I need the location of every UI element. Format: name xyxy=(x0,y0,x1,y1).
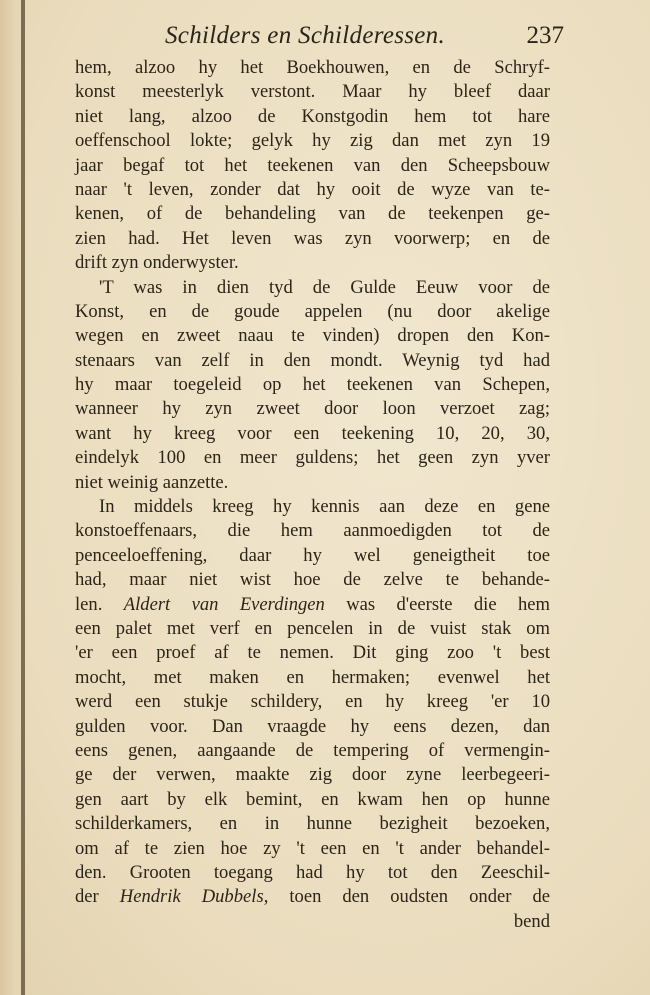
italic-name: Aldert van Everdingen xyxy=(123,593,325,615)
text-segment: den. Grooten toegang had hy tot den Zeeschil- xyxy=(75,861,550,883)
text-segment: oeffenschool lokte; gelyk hy zig dan met zyn 19 xyxy=(75,130,550,152)
text-segment: want hy kreeg voor een teekening 10, 20, 30, xyxy=(75,422,550,444)
text-segment: kenen, of de behandeling van de teekenpen ge- xyxy=(75,203,550,225)
text-line xyxy=(75,763,550,787)
text-line xyxy=(75,154,550,178)
text-line xyxy=(75,812,550,836)
text-segment: 'er een proef af te nemen. Dit ging zoo 't best xyxy=(75,642,550,664)
binding-edge xyxy=(21,0,25,995)
text-line xyxy=(75,788,550,812)
text-line xyxy=(75,495,550,519)
text-segment: len. xyxy=(75,593,124,615)
text-segment: om af te zien hoe zy 't een en 't ander behandel- xyxy=(75,837,550,859)
text-segment: wegen en zweet naau te vinden) dropen den Kon- xyxy=(75,325,550,347)
text-line xyxy=(75,617,550,641)
text-line xyxy=(75,519,550,543)
text-line xyxy=(75,568,550,592)
text-segment: konstoeffenaars, die hem aanmoedigden tot de xyxy=(75,520,550,542)
text-segment: naar 't leven, zonder dat hy ooit de wyze van te- xyxy=(75,178,550,200)
body-text xyxy=(75,56,550,934)
text-segment: schilderkamers, en in hunne bezigheit bezoeken, xyxy=(75,813,550,835)
text-line xyxy=(75,837,550,861)
page-number: 237 xyxy=(526,22,564,49)
text-segment: wanneer hy zyn zweet door loon verzoet zag; xyxy=(75,398,550,420)
text-segment: mocht, met maken en hermaken; evenwel het xyxy=(75,666,550,688)
page-header xyxy=(75,18,564,58)
running-head: Schilders en Schilderessen. xyxy=(165,22,446,49)
text-segment: zien had. Het leven was zyn voorwerp; en de xyxy=(75,227,550,249)
text-segment: ge der verwen, maakte zig door zyne leerbegeeri- xyxy=(75,764,550,786)
text-segment: gulden voor. Dan vraagde hy eens dezen, dan xyxy=(75,715,550,737)
text-segment: penceeloeffening, daar hy wel geneigtheit toe xyxy=(75,544,550,566)
text-line xyxy=(75,739,550,763)
text-segment: werd een stukje schildery, en hy kreeg 'er 10 xyxy=(75,691,550,713)
text-line xyxy=(75,324,550,348)
text-line xyxy=(75,885,550,909)
text-segment: was d'eerste die hem xyxy=(324,593,550,615)
text-line xyxy=(75,300,550,324)
text-segment: In middels kreeg hy kennis aan deze en gene xyxy=(99,496,550,518)
text-segment: Konst, en de goude appelen (nu door akelige xyxy=(75,300,550,322)
text-segment: der xyxy=(75,886,120,908)
text-line xyxy=(75,471,550,495)
text-line xyxy=(75,397,550,421)
text-line xyxy=(75,446,550,470)
text-line xyxy=(75,544,550,568)
text-segment: jaar begaf tot het teekenen van den Scheepsbouw xyxy=(75,154,550,176)
text-segment: bend xyxy=(513,910,550,932)
text-line xyxy=(75,666,550,690)
text-segment: konst meesterlyk verstont. Maar hy bleef daar xyxy=(75,81,550,103)
text-segment: hem, alzoo hy het Boekhouwen, en de Schryf- xyxy=(75,57,550,78)
text-line xyxy=(75,251,550,275)
text-segment: eindelyk 100 en meer guldens; het geen zyn yver xyxy=(75,447,550,469)
text-segment: niet lang, alzoo de Konstgodin hem tot hare xyxy=(75,105,550,127)
text-line xyxy=(75,276,550,300)
text-line xyxy=(75,80,550,104)
text-segment: had, maar niet wist hoe de zelve te behande- xyxy=(75,569,550,591)
text-segment: , toen den oudsten onder de xyxy=(263,886,550,908)
text-line xyxy=(75,715,550,739)
text-line xyxy=(75,202,550,226)
text-line xyxy=(75,349,550,373)
text-segment: niet weinig aanzette. xyxy=(75,471,229,493)
text-line xyxy=(75,56,550,80)
text-segment: drift zyn onderwyster. xyxy=(75,252,239,274)
text-line xyxy=(75,178,550,202)
text-line xyxy=(75,105,550,129)
text-line xyxy=(75,129,550,153)
text-segment: gen aart by elk bemint, en kwam hen op hunne xyxy=(75,788,550,810)
text-line xyxy=(75,641,550,665)
text-segment: 'T was in dien tyd de Gulde Eeuw voor de xyxy=(99,276,550,298)
text-line xyxy=(75,690,550,714)
text-segment: hy maar toegeleid op het teekenen van Schepen, xyxy=(75,374,550,396)
text-segment: een palet met verf en pencelen in de vuist stak om xyxy=(75,617,550,639)
text-segment: stenaars van zelf in den mondt. Weynig tyd had xyxy=(75,349,550,371)
text-line xyxy=(75,593,550,617)
text-line xyxy=(75,227,550,251)
text-line xyxy=(75,861,550,885)
italic-name: Hendrik Dubbels xyxy=(119,886,264,908)
text-line xyxy=(75,422,550,446)
catchword xyxy=(75,910,550,934)
text-segment: eens genen, aangaande de tempering of vermengin- xyxy=(75,739,550,761)
text-line xyxy=(75,373,550,397)
